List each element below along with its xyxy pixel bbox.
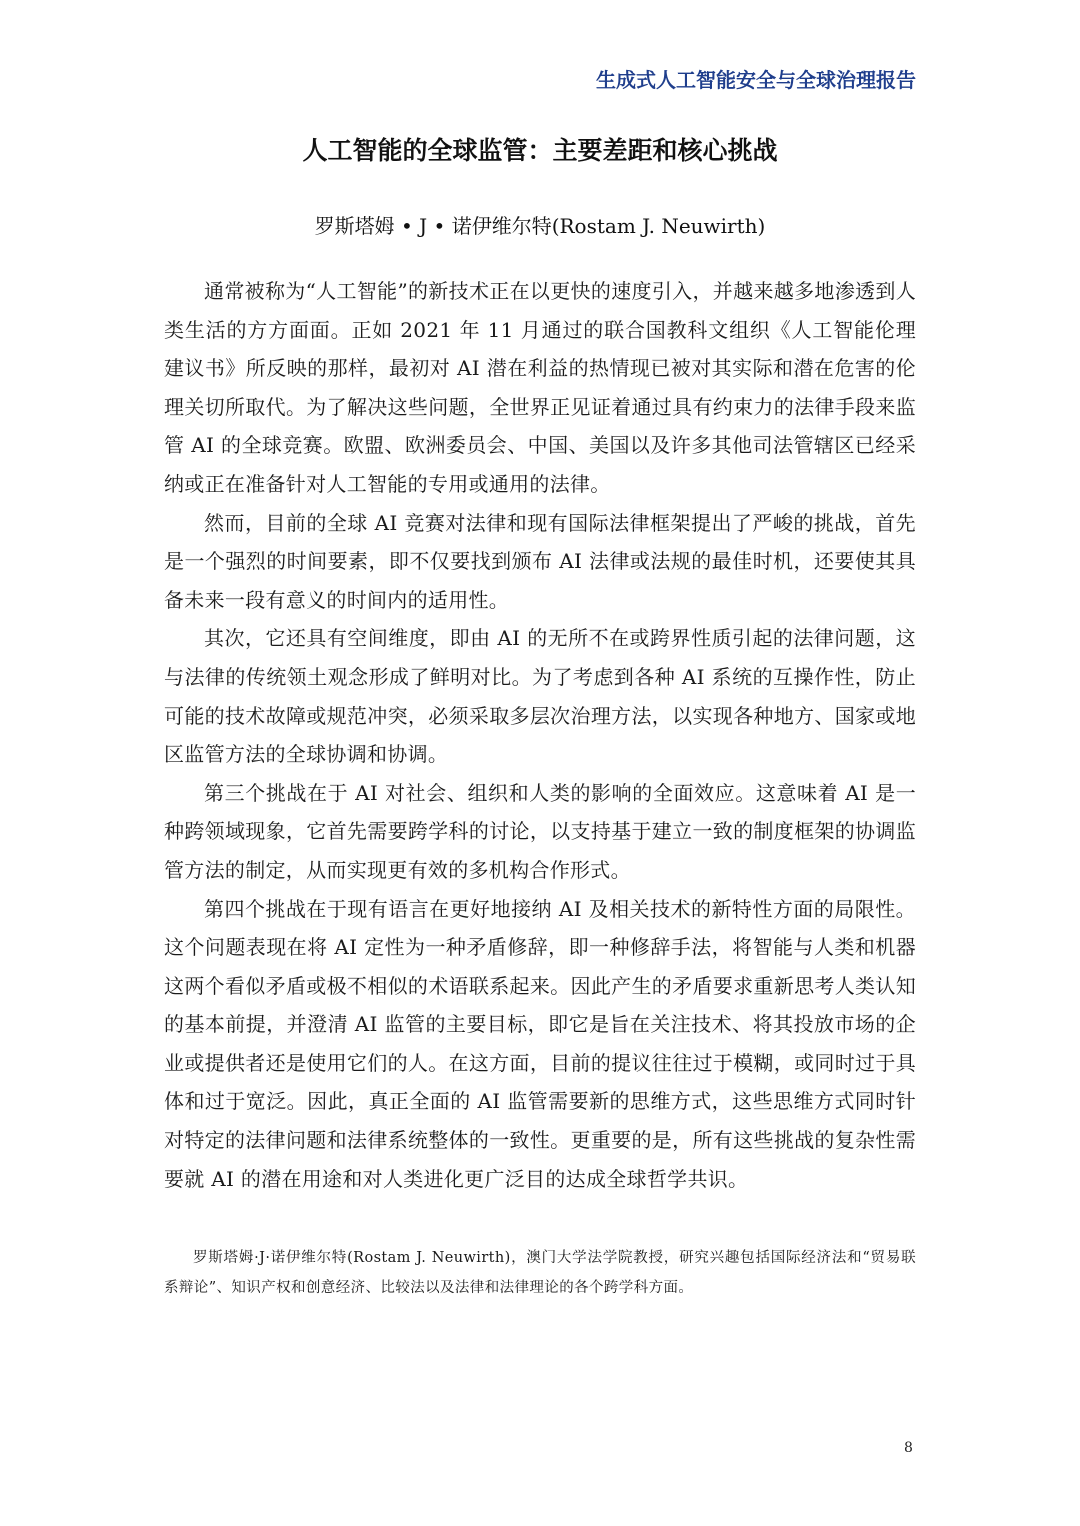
body-paragraph: 其次，它还具有空间维度，即由 AI 的无所不在或跨界性质引起的法律问题，这与法律的传统领土观念形成了鲜明对比。为了考虑到各种 AI 系统的互操作性，防止可能的技术故障或规范冲突，必须采取多层次治理方法，以实现各种地方、国家或地区监管方法的全球协调和协调。 xyxy=(164,626,916,767)
body-paragraph: 通常被称为“人工智能”的新技术正在以更快的速度引入，并越来越多地渗透到人类生活的方方面面。正如 2021 年 11 月通过的联合国教科文组织《人工智能伦理建议书》所反映的那样，最初对 AI 潜在利益的热情现已被对其实际和潜在危害的伦理关切所取代。为了解决这些问题，全世界正见证着通过具有约束力的法律手段来监管 AI 的全球竞赛。欧盟、欧洲委员会、中国、美国以及许多其他司法管辖区已经采纳或正在准备针对人工智能的专用或通用的法律。 xyxy=(164,279,916,496)
article-body xyxy=(164,272,916,1198)
article-author: 罗斯塔姆 • J • 诺伊维尔特(Rostam J. Neuwirth) xyxy=(314,214,766,238)
page-number: 8 xyxy=(904,1440,913,1456)
body-paragraph: 第四个挑战在于现有语言在更好地接纳 AI 及相关技术的新特性方面的局限性。这个问题表现在将 AI 定性为一种矛盾修辞，即一种修辞手法，将智能与人类和机器这两个看似矛盾或极不相似的术语联系起来。因此产生的矛盾要求重新思考人类认知的基本前提，并澄清 AI 监管的主要目标，即它是旨在关注技术、将其投放市场的企业或提供者还是使用它们的人。在这方面，目前的提议往往过于模糊，或同时过于具体和过于宽泛。因此，真正全面的 AI 监管需要新的思维方式，这些思维方式同时针对特定的法律问题和法律系统整体的一致性。更重要的是，所有这些挑战的复杂性需要就 AI 的潜在用途和对人类进化更广泛目的达成全球哲学共识。 xyxy=(164,896,916,1191)
body-paragraph: 第三个挑战在于 AI 对社会、组织和人类的影响的全面效应。这意味着 AI 是一种跨领域现象，它首先需要跨学科的讨论，以支持基于建立一致的制度框架的协调监管方法的制定，从而实现更有效的多机构合作形式。 xyxy=(164,780,916,882)
footnote-text: 罗斯塔姆·J·诺伊维尔特(Rostam J. Neuwirth)，澳门大学法学院教授，研究兴趣包括国际经济法和“贸易联系辩论”、知识产权和创意经济、比较法以及法律和法律理论的各个跨学科方面。 xyxy=(164,1250,916,1296)
running-header: 生成式人工智能安全与全球治理报告 xyxy=(596,68,916,92)
author-footnote xyxy=(164,1243,916,1303)
article-title: 人工智能的全球监管：主要差距和核心挑战 xyxy=(302,136,778,165)
body-paragraph: 然而，目前的全球 AI 竞赛对法律和现有国际法律框架提出了严峻的挑战，首先是一个强烈的时间要素，即不仅要找到颁布 AI 法律或法规的最佳时机，还要使其具备未来一段有意义的时间内的适用性。 xyxy=(164,510,916,612)
